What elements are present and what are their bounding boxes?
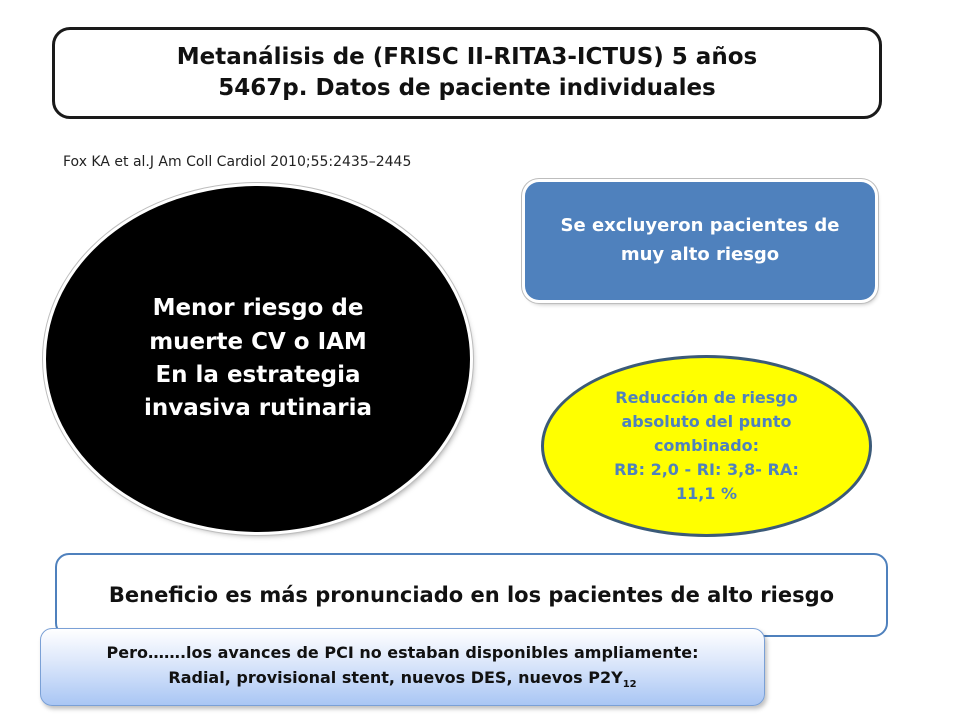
risk-line-3: En la estrategia	[155, 362, 361, 388]
title-line-2: 5467p. Datos de paciente individuales	[218, 75, 716, 101]
title-line-1: Metanálisis de (FRISC II-RITA3-ICTUS) 5 años	[176, 43, 758, 70]
risk-line-1: Menor riesgo de	[152, 295, 364, 322]
exclusion-line-2: muy alto riesgo	[620, 244, 780, 265]
caveat-line-2-text: Radial, provisional stent, nuevos DES, nuevos P2Y	[168, 668, 623, 688]
title-box	[52, 27, 882, 119]
citation: Fox KA et al.J Am Coll Cardiol 2010;55:2435–2445	[63, 154, 412, 170]
pci-caveat-box	[40, 628, 765, 706]
caveat-subscript: 12	[622, 679, 637, 691]
caveat-line-1: Pero…….los avances de PCI no estaban disponibles ampliamente:	[106, 643, 699, 663]
risk-line-4: invasiva rutinaria	[143, 395, 373, 422]
exclusion-line-1: Se excluyeron pacientes de	[560, 215, 840, 237]
reduction-line-4: RB: 2,0 - RI: 3,8- RA:	[614, 460, 799, 479]
reduction-line-3: combinado:	[653, 436, 760, 455]
reduction-ellipse	[541, 355, 872, 537]
reduction-line-1: Reducción de riesgo	[615, 388, 798, 407]
exclusion-box	[525, 182, 875, 300]
risk-line-2: muerte CV o IAM	[149, 328, 367, 355]
benefit-box	[55, 553, 888, 637]
reduction-line-5: 11,1 %	[675, 484, 738, 503]
caveat-line-2	[168, 666, 636, 693]
risk-ellipse	[46, 186, 470, 532]
reduction-line-2: absoluto del punto	[621, 412, 792, 431]
benefit-text: Beneficio es más pronunciado en los pacientes de alto riesgo	[108, 583, 835, 607]
